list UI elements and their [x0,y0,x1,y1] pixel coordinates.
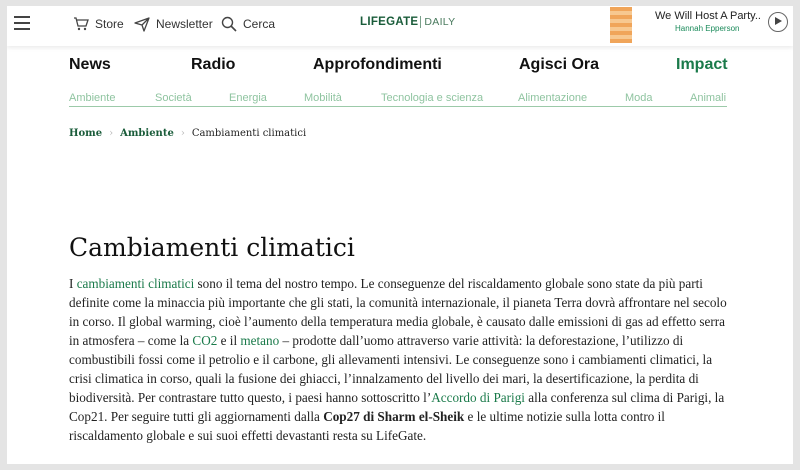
breadcrumb-home[interactable]: Home [69,128,103,139]
search-label: Cerca [243,17,276,31]
podcast-cover-image[interactable] [610,7,632,43]
subnav-energia[interactable]: Energia [229,92,267,104]
link-accordo-di-parigi[interactable]: Accordo di Parigi [431,390,525,405]
intro-text-1: I [69,276,77,291]
subnav-divider [69,106,727,107]
sub-nav [7,92,793,106]
logo-main: LIFEGATE [360,16,419,28]
search-icon [221,16,237,32]
breadcrumb-current: Cambiamenti climatici [191,128,307,139]
hamburger-menu-icon[interactable] [14,16,30,30]
nav-approfondimenti[interactable]: Approfondimenti [313,56,442,73]
intro-text-3: e il [217,333,241,348]
play-icon[interactable] [768,12,788,32]
intro-paragraph [69,274,729,445]
subnav-ambiente[interactable]: Ambiente [69,92,116,104]
intro-text-2: sono il tema del nostro tempo. Le conseguenze del riscaldamento globale sono state da più parti definite come la minaccia più importante che gli stati, la comunità internazionale, il pianeta Terra dovrà affrontare nel secolo in corso. Il global warming, cioè l’aumento della temperatura media globale, è causato dalle emissioni di gas ad effetto serra in atmosfera – come la [69,276,727,348]
intro-text-4: – prodotte dall’uomo attraverso varie attività: la deforestazione, l’utilizzo di combustibili fossi come il petrolio e il carbone, gli allevamenti intensivi. Le conseguenze sono i cambiamenti climatici, la crisi climatica in corso, quali la fusione dei ghiacci, l’innalzamento del livello dei mari, la desertificazione, la perdita di biodiversità. Per contrastare tutto questo, i paesi hanno sottoscritto l’ [69,333,713,405]
intro-text-6: e le ultime notizie sulla lotta contro il riscaldamento globale e sui suoi effetti devastanti resta su LifeGate. [69,409,665,443]
intro-text-5: alla conferenza sul clima di Parigi, la Cop21. Per seguire tutti gli aggiornamenti dalla [69,390,725,424]
page-title: Cambiamenti climatici [69,233,355,262]
podcast-title[interactable]: We Will Host A Party.. [655,10,761,22]
subnav-mobilita[interactable]: Mobilità [304,92,342,104]
chevron-right-icon: › [109,128,114,139]
nav-news[interactable]: News [69,56,111,73]
main-nav [7,56,793,78]
logo-daily: DAILY [420,16,455,28]
subnav-societa[interactable]: Società [155,92,192,104]
top-bar [7,6,793,46]
page [7,6,793,464]
link-cambiamenti-climatici[interactable]: cambiamenti climatici [76,276,195,291]
store-link[interactable] [73,15,124,33]
cop27-highlight: Cop27 di Sharm el-Sheik [323,409,465,424]
chevron-right-icon: › [180,128,185,139]
breadcrumb-section[interactable]: Ambiente [120,128,174,139]
search-button[interactable] [221,15,275,33]
subnav-moda[interactable]: Moda [625,92,653,104]
store-label: Store [95,17,124,31]
cart-icon [73,16,89,32]
newsletter-link[interactable] [134,15,213,33]
subnav-alimentazione[interactable]: Alimentazione [518,92,588,104]
subnav-animali[interactable]: Animali [690,92,727,104]
link-metano[interactable]: metano [240,333,280,348]
newsletter-label: Newsletter [156,17,213,31]
breadcrumb [69,128,306,139]
nav-radio[interactable]: Radio [191,56,236,73]
paper-plane-icon [134,16,150,32]
link-co2[interactable]: CO2 [192,333,218,348]
subnav-tecnologia[interactable]: Tecnologia e scienza [381,92,484,104]
nav-agisci-ora[interactable]: Agisci Ora [519,56,600,73]
podcast-author: Hannah Epperson [675,24,740,33]
lifegate-daily-logo[interactable] [360,16,455,28]
nav-impact[interactable]: Impact [676,56,728,73]
